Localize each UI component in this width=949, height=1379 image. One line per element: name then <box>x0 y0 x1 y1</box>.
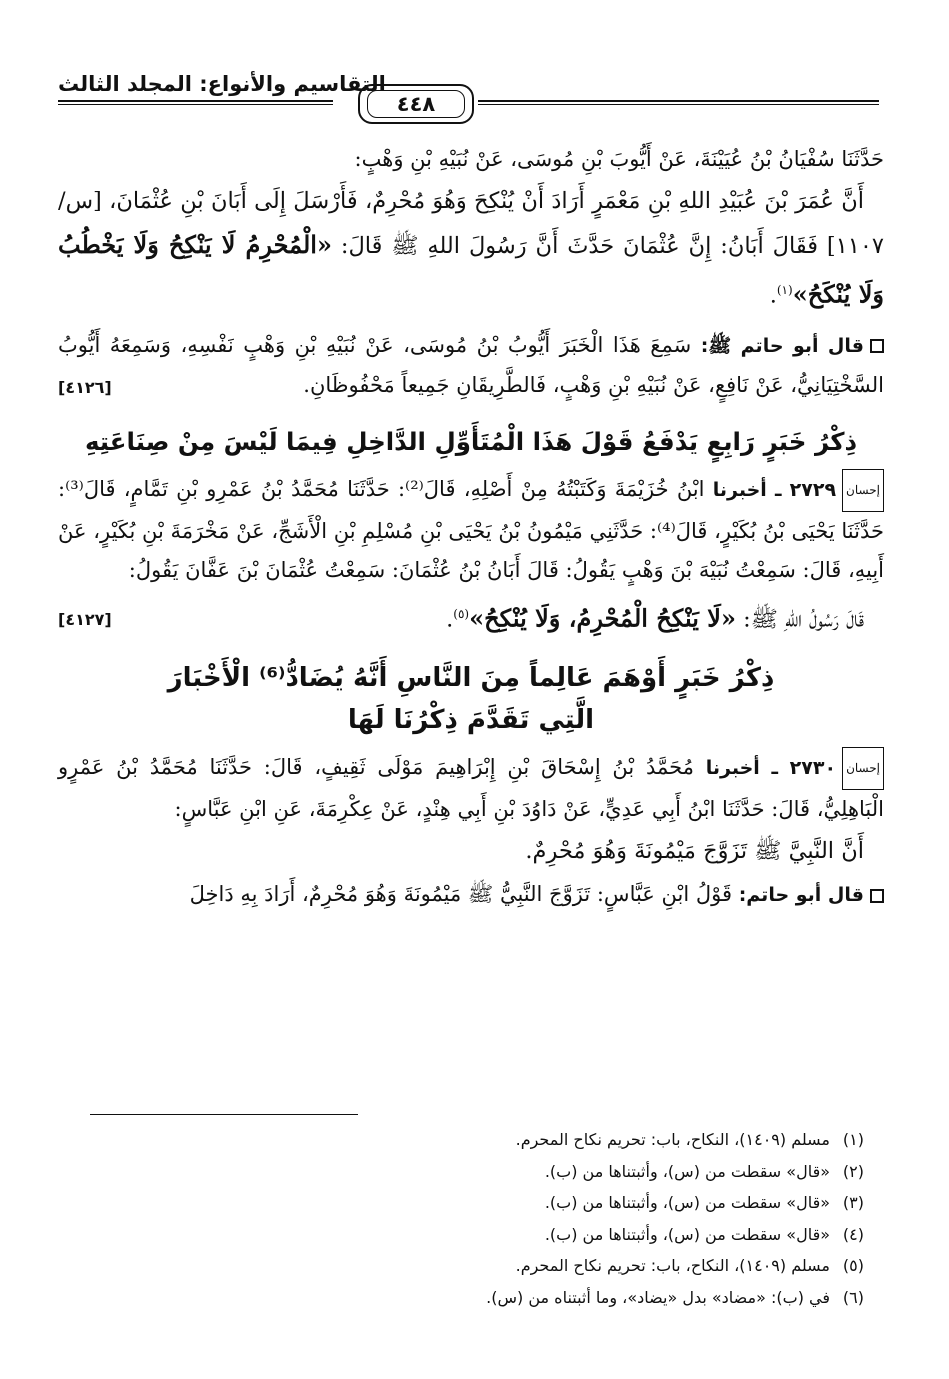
footnote-number: (٢) <box>842 1161 864 1181</box>
title-underline <box>58 100 333 102</box>
ihsan-symbol: إحسان <box>842 747 884 790</box>
footnote <box>90 1187 864 1219</box>
footnote-number: (٥) <box>842 1256 864 1275</box>
isnad-text: ابْنُ خُزَيْمَةَ وَكَتَبْتُهُ مِنْ أَصْلِهِ، قَالَ⁽²⁾: حَدَّثَنَا مُحَمَّدُ بْنُ عَمْرِو بْنِ تَمَّامٍ، قَالَ⁽³⁾: حَدَّثَنَا يَحْيَى بْنُ بُكَيْرٍ، قَالَ⁽⁴⁾: حَدَّثَنِي مَيْمُونُ بْنُ يَحْيَى بْنِ مُسْلِمِ بْنِ الْأَشَجِّ، عَنْ مَخْرَمَةَ بْنِ بُكَيْرٍ، عَنْ أَبِيهِ، قَالَ: سَمِعْتُ نُبَيْهَ بْنَ وَهْبٍ يَقُولُ: قَالَ أَبَانُ بْنُ عُثْمَانَ: سَمِعْتُ عُثْمَانَ بْنَ عَفَّانَ يَقُولُ: <box>58 476 884 582</box>
commentary-paragraph <box>58 326 884 405</box>
chapter-heading: ذِكْرُ خَبَرٍ رَابِعٍ يَدْفَعُ قَوْلَ هَذَا الْمُتَأَوِّلِ الدَّاخِلِ فِيمَا لَيْسَ مِنْ صِنَاعَتِهِ <box>84 426 858 456</box>
quote-text: «لَا يَنْكِحُ الْمُحْرِمُ، وَلَا يُنْكِحُ» <box>469 603 736 632</box>
page-header <box>58 72 879 132</box>
isnad-text: مُحَمَّدُ بْنُ إِسْحَاقَ بْنِ إِبْرَاهِيمَ مَوْلَى ثَقِيفٍ، قَالَ: حَدَّثَنَا مُحَمَّدُ بْنُ عَمْرٍو الْبَاهِلِيُّ، قَالَ: حَدَّثَنَا ابْنُ أَبِي عَدِيٍّ، عَنْ دَاوُدَ بْنِ أَبِي هِنْدٍ، عَنْ عِكْرِمَةَ، عَنِ ابْنِ عَبَّاسٍ: <box>58 755 884 821</box>
chapter-heading-line-2: الَّتِي تَقَدَّمَ ذِكْرُنَا لَهَا <box>347 705 595 735</box>
footnote-number: (١) <box>842 1130 864 1149</box>
hadith-paragraph: أَنَّ عُمَرَ بْنَ عُبَيْدِ اللهِ بْنِ مَعْمَرٍ أَرَادَ أَنْ يُنْكِحَ وَهُوَ مُحْرِمٌ، فَأَرْسَلَ إِلَى أَبَانَ بْنِ عُثْمَانَ، [س/١١٠٧] فَقَالَ أَبَانُ: إِنَّ عُثْمَانَ حَدَّثَ أَنَّ رَسُولَ اللهِ ﷺ قَالَ: «الْمُحْرِمُ لَا يَنْكِحُ وَلَا يَخْطُبُ وَلَا يُنْكَحُ»$^{(١)}$. <box>58 188 884 309</box>
footnote-text: «قال» سقطت من (س)، وأثبتناها من (ب). <box>544 1193 830 1212</box>
footnote-text: مسلم (١٤٠٩)، النكاح، باب: تحريم نكاح المحرم. <box>515 1130 830 1149</box>
footnote-separator <box>90 1114 358 1115</box>
footnote-text: «قال» سقطت من (س)، وأثبتناها من (ب). <box>544 1224 830 1244</box>
footnotes <box>90 1124 864 1313</box>
footnote-marker: (٥) <box>453 606 470 621</box>
square-bullet-icon <box>870 889 884 903</box>
hadith-quote: أَنَّ النَّبِيَّ ﷺ تَزَوَّجَ مَيْمُونَةَ وَهُوَ مُحْرِمٌ. <box>525 838 864 864</box>
ihsan-symbol: إحسان <box>842 469 884 512</box>
commentary-paragraph <box>58 875 884 915</box>
header-rule <box>478 100 879 102</box>
chapter-heading-line-1: ذِكْرُ خَبَرٍ أَوْهَمَ عَالِماً مِنَ النَّاسِ أَنَّهُ يُضَادُّ⁽⁶⁾ الْأَخْبَارَ <box>167 663 775 693</box>
footnote <box>90 1219 864 1251</box>
commentary-text: قَوْلُ ابْنِ عَبَّاسٍ: تَزَوَّجَ النَّبِيُّ ﷺ مَيْمُونَةَ وَهُوَ مُحْرِمٌ، أَرَادَ بِهِ دَاخِلَ <box>189 882 732 906</box>
footnote <box>90 1250 864 1282</box>
main-text <box>58 140 884 915</box>
header-rule-thin <box>478 104 879 105</box>
hadith-number: ٢٧٢٩ ـ أخبرنا <box>712 478 837 501</box>
footnote-text: مسلم (١٤٠٩)، النكاح، باب: تحريم نكاح المحرم. <box>515 1256 830 1275</box>
footnote <box>90 1282 864 1314</box>
quote-lead: قَالَ رَسُولُ اللهِ ﷺ: <box>736 606 864 632</box>
hadith-entry <box>58 469 884 590</box>
footnote-number: (٦) <box>842 1287 864 1307</box>
page-number: ٤٤٨ <box>367 90 465 118</box>
reference-number: [٤١٢٦] <box>58 377 112 397</box>
hadith-narration: أَنَّ عُمَرَ بْنَ عُبَيْدِ اللهِ بْنِ مَعْمَرٍ أَرَادَ أَنْ يُنْكِحَ وَهُوَ مُحْرِمٌ، فَأَرْسَلَ إِلَى أَبَانَ بْنِ عُثْمَانَ، [س/١١٠٧] فَقَالَ أَبَانُ: إِنَّ عُثْمَانَ حَدَّثَ أَنَّ رَسُولَ اللهِ ﷺ قَالَ: <box>58 188 884 259</box>
commentary-lead: قال أبو حاتم ﷺ: <box>700 334 864 357</box>
hadith-entry <box>58 747 884 829</box>
footnote-marker: (١) <box>776 283 793 297</box>
footnote-number: (٤) <box>842 1224 864 1244</box>
footnote <box>90 1156 864 1188</box>
footnote <box>90 1124 864 1156</box>
reference-number: [٤١٢٧] <box>58 609 112 629</box>
running-title: التقاسيم والأنواع: المجلد الثالث <box>58 72 386 96</box>
commentary-text: سَمِعَ هَذَا الْخَبَرَ أَيُّوبُ بْنُ مُوسَى، عَنْ نُبَيْهِ بْنِ وَهْبٍ نَفْسِهِ، وَسَمِعَهُ أَيُّوبُ السَّخْتِيَانِيُّ، عَنْ نَافِعٍ، عَنْ نُبَيْهِ بْنِ وَهْبٍ، فَالطَّرِيقَانِ جَمِيعاً مَحْفُوظَانِ. <box>58 332 884 397</box>
title-underline-thin <box>58 104 333 105</box>
isnad-paragraph: حَدَّثَنَا سُفْيَانُ بْنُ عُيَيْنَةَ، عَنْ أَيُّوبَ بْنِ مُوسَى، عَنْ نُبَيْهِ بْنِ وَهْبٍ: <box>354 147 884 171</box>
square-bullet-icon <box>870 339 884 353</box>
hadith-number: ٢٧٣٠ ـ أخبرنا <box>705 757 837 779</box>
commentary-lead: قال أبو حاتم: <box>738 884 864 906</box>
footnote-number: (٣) <box>842 1193 864 1212</box>
hadith-text: «الْمُحْرِمُ لَا يَنْكِحُ وَلَا يَخْطُبُ وَلَا يُنْكَحُ» <box>58 230 884 309</box>
footnote-text: في (ب): «مضاد» بدل «يضاد»، وما أثبتناه من (س). <box>486 1287 830 1307</box>
footnote-text: «قال» سقطت من (س)، وأثبتناها من (ب). <box>544 1161 830 1181</box>
hadith-quote: قَالَ رَسُولُ اللهِ ﷺ: «لَا يَنْكِحُ الْمُحْرِمُ، وَلَا يُنْكِحُ»$^{(٥)}$. [٤١٢٧] <box>58 590 884 644</box>
